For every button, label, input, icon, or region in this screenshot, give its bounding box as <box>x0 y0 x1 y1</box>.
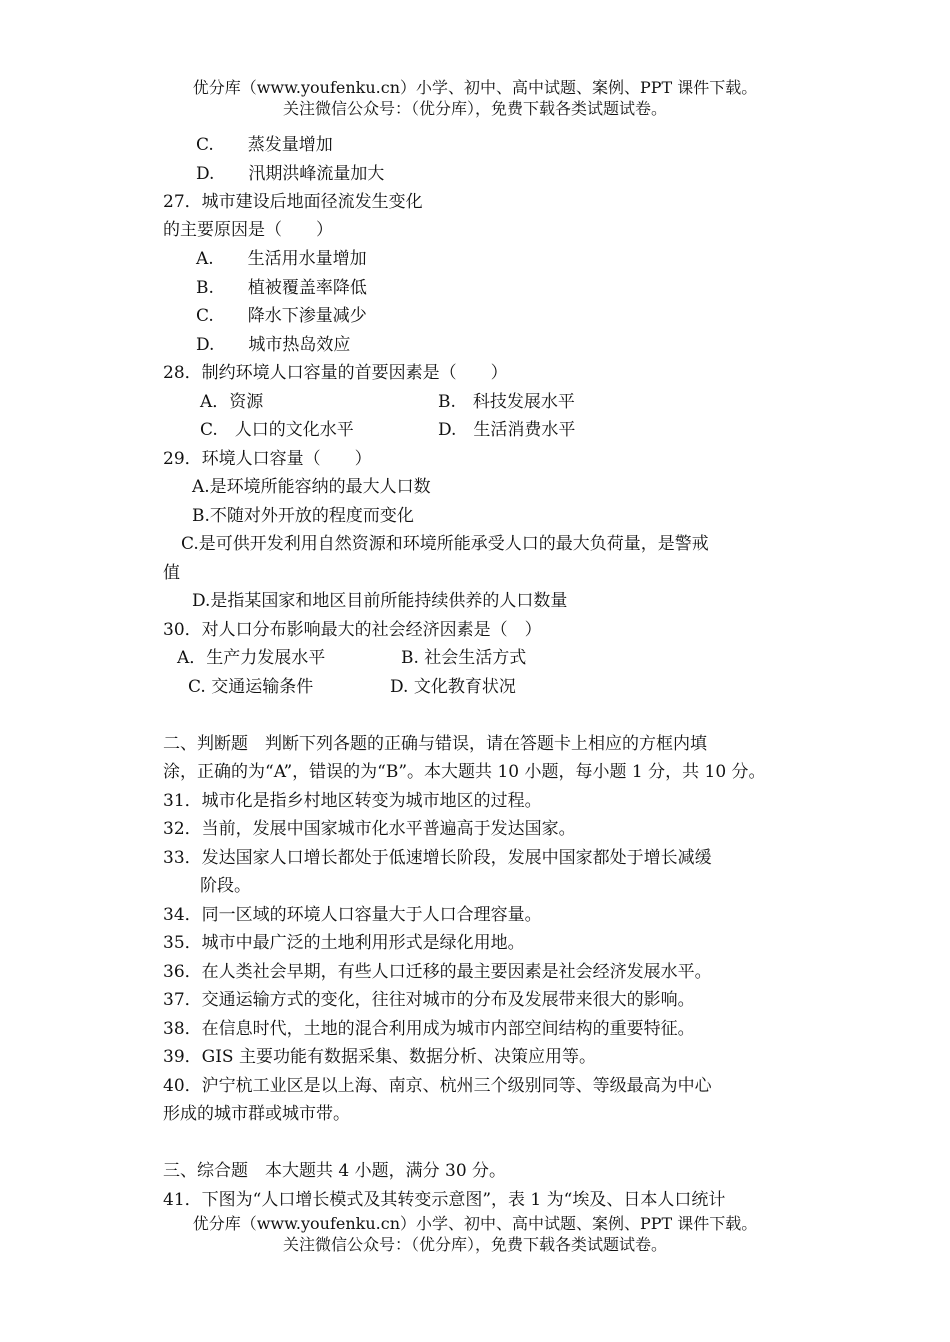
header-line-2: 关注微信公众号：（优分库），免费下载各类试题试卷。 <box>282 99 667 118</box>
option-a: A.是环境所能容纳的最大人口数 <box>192 477 431 497</box>
question-41: 41．下图为“人口增长模式及其转变示意图”，表 1 为“埃及、日本人口统计 <box>163 1190 726 1210</box>
option-c: C.是可供开发利用自然资源和环境所能承受人口的最大负荷量，是警戒 <box>181 534 709 554</box>
option-d: D.是指某国家和地区目前所能持续供养的人口数量 <box>192 591 568 611</box>
question-39: 39．GIS 主要功能有数据采集、数据分析、决策应用等。 <box>163 1047 596 1067</box>
option-c: C. 人口的文化水平 <box>200 420 354 440</box>
question-stem: 30．对人口分布影响最大的社会经济因素是（ ） <box>163 620 542 640</box>
footer-line-2: 关注微信公众号：（优分库），免费下载各类试题试卷。 <box>282 1235 667 1254</box>
question-40-cont: 形成的城市群或城市带。 <box>163 1104 350 1124</box>
option-c: C. 降水下渗量减少 <box>196 306 367 326</box>
question-40: 40．沪宁杭工业区是以上海、南京、杭州三个级别同等、等级最高为中心 <box>163 1076 712 1096</box>
header-line-1: 优分库（www.youfenku.cn）小学、初中、高中试题、案例、PPT 课件下载。 <box>192 78 758 97</box>
option-b: B. 植被覆盖率降低 <box>196 278 367 298</box>
option-c: C. 蒸发量增加 <box>196 135 333 155</box>
section-title: 三、综合题 本大题共 4 小题，满分 30 分。 <box>163 1161 507 1181</box>
option-c-cont: 值 <box>163 563 180 583</box>
option-c: C. 交通运输条件 <box>188 677 314 697</box>
option-b: B.不随对外开放的程度而变化 <box>192 506 414 526</box>
option-a: A. 生活用水量增加 <box>196 249 367 269</box>
option-b: B. 社会生活方式 <box>401 648 527 668</box>
option-a: A．生产力发展水平 <box>177 648 326 668</box>
question-stem: 27．城市建设后地面径流发生变化 <box>163 192 423 212</box>
option-a: A．资源 <box>200 392 264 412</box>
footer-line-1: 优分库（www.youfenku.cn）小学、初中、高中试题、案例、PPT 课件下载。 <box>192 1214 758 1233</box>
question-33-cont: 阶段。 <box>200 876 251 896</box>
question-34: 34．同一区域的环境人口容量大于人口合理容量。 <box>163 905 542 925</box>
section-title: 二、判断题 判断下列各题的正确与错误，请在答题卡上相应的方框内填 <box>163 734 707 754</box>
question-36: 36．在人类社会早期，有些人口迁移的最主要因素是社会经济发展水平。 <box>163 962 712 982</box>
option-d: D. 文化教育状况 <box>390 677 516 697</box>
option-d: D. 生活消费水平 <box>438 420 576 440</box>
question-stem-cont: 的主要原因是（ ） <box>163 220 333 240</box>
question-35: 35．城市中最广泛的土地利用形式是绿化用地。 <box>163 933 525 953</box>
question-stem: 29．环境人口容量（ ） <box>163 449 372 469</box>
question-37: 37．交通运输方式的变化，往往对城市的分布及发展带来很大的影响。 <box>163 990 695 1010</box>
question-33: 33．发达国家人口增长都处于低速增长阶段，发展中国家都处于增长减缓 <box>163 848 712 868</box>
section-title-cont: 涂，正确的为“A”，错误的为“B”。本大题共 10 小题，每小题 1 分，共 10 分。 <box>163 762 766 782</box>
option-b: B. 科技发展水平 <box>438 392 575 412</box>
option-d: D. 汛期洪峰流量加大 <box>196 164 385 184</box>
question-38: 38．在信息时代，土地的混合利用成为城市内部空间结构的重要特征。 <box>163 1019 695 1039</box>
question-stem: 28．制约环境人口容量的首要因素是（ ） <box>163 363 508 383</box>
question-31: 31．城市化是指乡村地区转变为城市地区的过程。 <box>163 791 542 811</box>
question-32: 32．当前，发展中国家城市化水平普遍高于发达国家。 <box>163 819 576 839</box>
option-d: D. 城市热岛效应 <box>196 335 351 355</box>
